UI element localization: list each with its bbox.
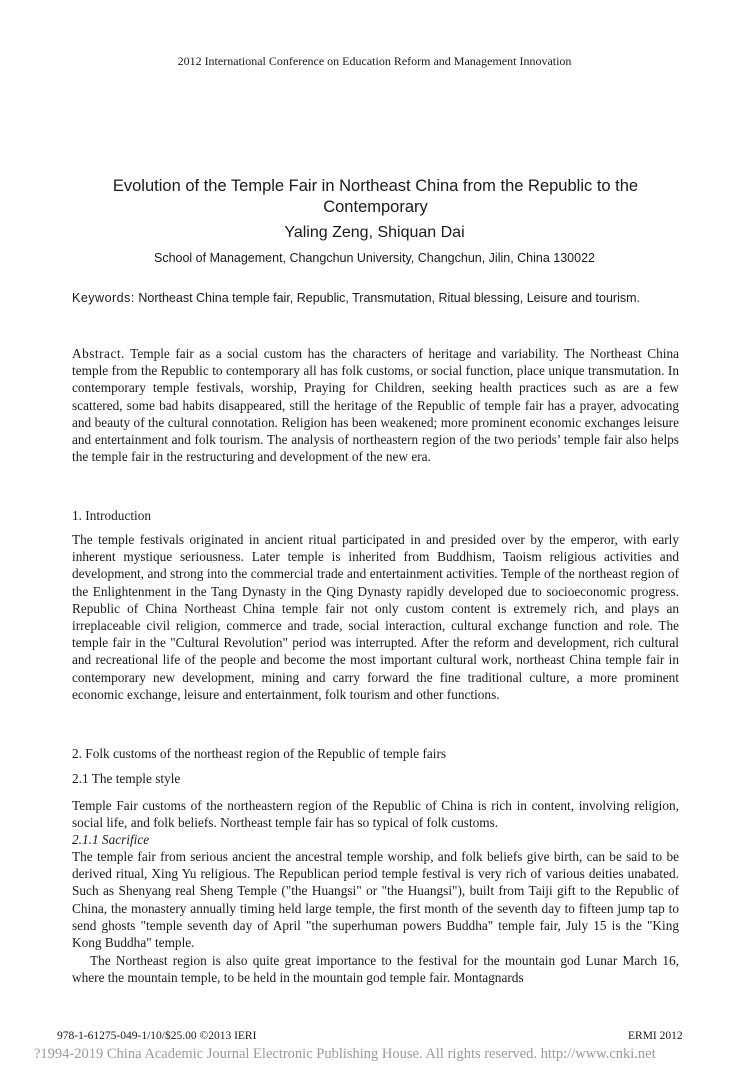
section-2-1-heading: 2.1 The temple style	[72, 771, 181, 786]
copyright-watermark: ?1994-2019 China Academic Journal Electronic Publishing House. All rights reserved. http://www.cnki.net	[34, 1046, 656, 1062]
section-2-1-1-heading: 2.1.1 Sacrifice	[72, 832, 150, 847]
section-1-text: The temple festivals originated in ancient ritual participated in and presided over by the emperor, with early inherent mystique seriousness. Later temple is inherited from Buddhism, Taoism religious activities and development, and strong into the commercial trade and entertainment activities. Temple of the northeast region of the Enlightenment in the Tang Dynasty in the Qing Dynasty rapidly developed due to socioeconomic progress. Republic of China Northeast China temple fair not only custom content is extremely rich, and plays an irreplaceable civil religion, commerce and trade, social interaction, cultural exchange function and role. The temple fair in the "Cultural Revolution" period was interrupted. After the reform and development, rich cultural and recreational life of the people and become the most important cultural work, northeast China temple fair in contemporary new development, mining and carry forward the fine traditional culture, a more prominent economic exchange, leisure and entertainment, folk tourism and other functions.	[72, 532, 679, 702]
footer-isbn: 978-1-61275-049-1/10/$25.00 ©2013 IERI	[57, 1030, 257, 1042]
paper-title: Evolution of the Temple Fair in Northeast China from the Republic to the Contemporary	[112, 177, 639, 216]
conference-header: 2012 International Conference on Education Reform and Management Innovation	[177, 54, 572, 68]
author-affiliation: School of Management, Changchun University, Changchun, Jilin, China 130022	[153, 251, 595, 265]
paper-authors: Yaling Zeng, Shiquan Dai	[284, 224, 465, 241]
abstract-label: Abstract.	[72, 346, 125, 361]
section-2-heading: 2. Folk customs of the northeast region of the Republic of temple fairs	[72, 746, 447, 761]
section-2-1-text: Temple Fair customs of the northeastern region of the Republic of China is rich in content, involving religion, social life, and folk beliefs. Northeast temple fair has so typical of folk customs.	[72, 798, 679, 831]
keywords-text: Northeast China temple fair, Republic, Transmutation, Ritual blessing, Leisure and tourism.	[138, 291, 640, 305]
keywords-label: Keywords:	[72, 291, 135, 305]
section-2-1-1-text-continued: The Northeast region is also quite great importance to the festival for the mountain god Lunar March 16, where the mountain temple, to be held in the mountain god temple fair. Montagnards	[72, 953, 679, 986]
footer-conference-code: ERMI 2012	[628, 1030, 683, 1042]
keywords-block	[72, 290, 679, 306]
abstract-text: Temple fair as a social custom has the characters of heritage and variability. The Northeast China temple from the Republic to contemporary all has folk customs, or social function, place unique transmutation. In contemporary temple festivals, worship, Praying for Children, seeking health practices such as are a few scattered, some bad habits disappeared, still the heritage of the Republic of temple fair has a prayer, advocating and beauty of the cultural connotation. Religion has been weakened; more prominent economic exchanges leisure and entertainment and folk tourism. The analysis of northeastern region of the two periods’ temple fair also helps the temple fair in the restructuring and development of the new era.	[72, 346, 679, 465]
section-1-heading: 1. Introduction	[72, 508, 152, 523]
section-2-1-1-text: The temple fair from serious ancient the ancestral temple worship, and folk beliefs give birth, can be said to be derived ritual, Xing Yu religious. The Republican period temple festival is very rich of various deities unabated. Such as Shenyang real Sheng Temple ("the Huangsi" or "the Huangsi"), built from Taiji gift to the Republic of China, the monastery annually timing held large temple, the first month of the seventh day to fifteen jump tap to send ghosts "temple seventh day of April "the superhuman powers Buddha" temple fair, July 15 is the "King Kong Buddha" temple.	[72, 849, 679, 951]
abstract-block	[72, 345, 679, 465]
